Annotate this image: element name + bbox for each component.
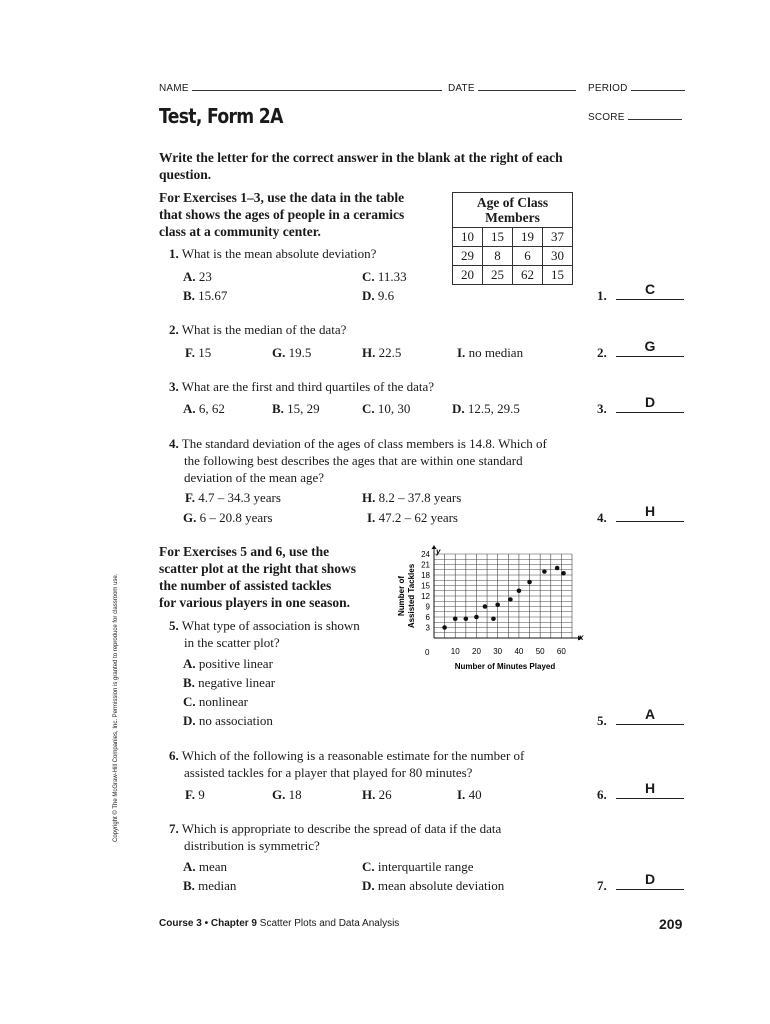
option[interactable] bbox=[272, 401, 320, 417]
footer-topic: Scatter Plots and Data Analysis bbox=[259, 918, 400, 929]
option[interactable] bbox=[362, 345, 401, 361]
x-axis-letter: x bbox=[579, 633, 584, 642]
period-field[interactable] bbox=[631, 81, 685, 91]
option-text: 10, 30 bbox=[377, 401, 411, 416]
answer-text: D bbox=[644, 871, 656, 887]
period-label: PERIOD bbox=[588, 83, 628, 94]
option-text: no median bbox=[468, 345, 524, 360]
answer-text: H bbox=[644, 503, 656, 519]
option-letter: B. bbox=[272, 401, 284, 416]
table-cell: 37 bbox=[543, 228, 573, 247]
intro-line: for various players in one season. bbox=[159, 595, 351, 610]
option[interactable] bbox=[183, 675, 275, 691]
option[interactable] bbox=[362, 490, 461, 506]
y-tick-label: 6 bbox=[425, 613, 430, 622]
question-4 bbox=[169, 435, 589, 486]
question-text: Which of the following is a reasonable estimate for the number of bbox=[181, 748, 525, 763]
option-text: 6, 62 bbox=[198, 401, 225, 416]
option[interactable] bbox=[457, 787, 482, 803]
answer-text: A bbox=[644, 706, 656, 722]
intro-line: the number of assisted tackles bbox=[159, 578, 332, 593]
option[interactable] bbox=[452, 401, 520, 417]
data-point bbox=[474, 615, 479, 620]
option-text: 9 bbox=[198, 787, 205, 802]
option-text: 8.2 – 37.8 years bbox=[378, 490, 462, 505]
option[interactable] bbox=[362, 878, 504, 894]
option-letter: A. bbox=[183, 269, 196, 284]
option-text: 18 bbox=[288, 787, 302, 802]
table-cell: 25 bbox=[483, 266, 513, 285]
option[interactable] bbox=[272, 787, 302, 803]
option-letter: F. bbox=[185, 787, 195, 802]
question-text: the following best describes the ages that are within one standard bbox=[184, 453, 523, 468]
question-6 bbox=[169, 747, 589, 781]
table-cell: 15 bbox=[543, 266, 573, 285]
option-text: 15.67 bbox=[198, 288, 228, 303]
option-letter: B. bbox=[183, 675, 195, 690]
question-text: distribution is symmetric? bbox=[184, 838, 320, 853]
name-field[interactable] bbox=[192, 81, 442, 91]
question-1 bbox=[169, 245, 376, 262]
origin-label: 0 bbox=[425, 648, 430, 657]
age-table-title bbox=[453, 193, 573, 228]
answer-number: 5. bbox=[597, 713, 607, 728]
date-label: DATE bbox=[448, 83, 475, 94]
y-tick-label: 15 bbox=[421, 581, 430, 591]
option[interactable] bbox=[362, 269, 407, 285]
data-point bbox=[527, 580, 532, 585]
data-point bbox=[491, 616, 496, 621]
copyright-notice: Copyright © The McGraw-Hill Companies, Inc. Permission is granted to reproduce for classroom use. bbox=[113, 573, 119, 842]
period-row bbox=[588, 81, 685, 94]
table-cell: 15 bbox=[483, 228, 513, 247]
table-cell: 8 bbox=[483, 247, 513, 266]
option-letter: A. bbox=[183, 401, 196, 416]
option-letter: H. bbox=[362, 345, 376, 360]
option-letter: G. bbox=[272, 345, 286, 360]
option-letter: C. bbox=[362, 269, 375, 284]
data-point bbox=[464, 616, 469, 621]
x-tick-label: 60 bbox=[556, 647, 566, 656]
question-text: What is the median of the data? bbox=[181, 322, 347, 337]
option-text: median bbox=[198, 878, 237, 893]
date-row bbox=[448, 81, 576, 94]
option[interactable] bbox=[457, 345, 523, 361]
data-point bbox=[517, 588, 522, 593]
option[interactable] bbox=[183, 401, 225, 417]
footer-course: Course 3 bbox=[159, 918, 202, 929]
option-text: 11.33 bbox=[377, 269, 407, 284]
answer-number: 7. bbox=[597, 878, 607, 893]
data-point bbox=[542, 569, 547, 574]
question-number: 3. bbox=[169, 379, 179, 394]
table-cell: 20 bbox=[453, 266, 483, 285]
question-7 bbox=[169, 820, 589, 854]
x-tick-label: 30 bbox=[493, 647, 503, 656]
y-axis-label: Number of bbox=[397, 576, 406, 616]
x-tick-label: 50 bbox=[535, 647, 545, 656]
answer-number: 4. bbox=[597, 510, 607, 525]
option[interactable] bbox=[183, 288, 227, 304]
option[interactable] bbox=[185, 345, 211, 361]
footer-chapter: Chapter 9 bbox=[210, 918, 257, 929]
intro-line: For Exercises 1–3, use the data in the table bbox=[159, 190, 405, 205]
table-cell: 30 bbox=[543, 247, 573, 266]
answer-blank[interactable] bbox=[616, 503, 684, 522]
option[interactable] bbox=[362, 787, 392, 803]
option-letter: D. bbox=[452, 401, 465, 416]
option-letter: H. bbox=[362, 787, 376, 802]
option-text: 26 bbox=[378, 787, 392, 802]
answer-blank[interactable] bbox=[616, 706, 684, 725]
y-axis-letter: y bbox=[436, 547, 441, 556]
intro-line: class at a community center. bbox=[159, 224, 321, 239]
option-letter: H. bbox=[362, 490, 376, 505]
question-text: in the scatter plot? bbox=[184, 635, 280, 650]
score-label: SCORE bbox=[588, 112, 625, 123]
option-letter: A. bbox=[183, 859, 196, 874]
question-number: 6. bbox=[169, 748, 179, 763]
option[interactable] bbox=[183, 510, 273, 526]
footer-bullet: • bbox=[204, 918, 209, 929]
y-axis-label: Assisted Tackles bbox=[407, 563, 416, 629]
y-tick-label: 12 bbox=[421, 592, 430, 601]
age-table-title-line: Age of Class bbox=[476, 195, 549, 210]
name-label: NAME bbox=[159, 83, 189, 94]
question-text: assisted tackles for a player that played for 80 minutes? bbox=[184, 765, 473, 780]
option-letter: I. bbox=[457, 345, 466, 360]
x-axis-label: Number of Minutes Played bbox=[454, 662, 556, 671]
answer-blank[interactable] bbox=[616, 394, 684, 413]
option[interactable] bbox=[183, 859, 227, 875]
y-tick-label: 18 bbox=[421, 571, 430, 580]
intro-line: that shows the ages of people in a ceramics bbox=[159, 207, 405, 222]
data-point bbox=[495, 602, 500, 607]
data-points bbox=[442, 566, 565, 630]
y-tick-label: 21 bbox=[421, 560, 430, 570]
option[interactable] bbox=[367, 510, 458, 526]
answer-blank[interactable] bbox=[616, 281, 684, 300]
option-letter: G. bbox=[183, 510, 197, 525]
option-letter: D. bbox=[362, 878, 375, 893]
option[interactable] bbox=[185, 490, 281, 506]
option-letter: I. bbox=[367, 510, 376, 525]
age-table-title-line: Members bbox=[485, 210, 540, 225]
data-point bbox=[483, 604, 488, 609]
instructions: Write the letter for the correct answer in the blank at the right of each question. bbox=[159, 150, 563, 182]
question-text: What are the first and third quartiles of the data? bbox=[181, 379, 435, 394]
question-number: 7. bbox=[169, 821, 179, 836]
option-text: nonlinear bbox=[198, 694, 248, 709]
question-5 bbox=[169, 617, 399, 651]
option-letter: B. bbox=[183, 288, 195, 303]
option-text: 15 bbox=[198, 345, 212, 360]
option-text: positive linear bbox=[198, 656, 273, 671]
data-point bbox=[561, 571, 566, 576]
table-row bbox=[453, 266, 573, 285]
intro-exercises-1-3 bbox=[159, 189, 449, 240]
answer-number: 6. bbox=[597, 787, 607, 802]
score-field[interactable] bbox=[628, 110, 682, 120]
name-row bbox=[159, 81, 442, 94]
table-row bbox=[453, 228, 573, 247]
option-text: 12.5, 29.5 bbox=[467, 401, 520, 416]
question-text: The standard deviation of the ages of class members is 14.8. Which of bbox=[181, 436, 547, 451]
intro-line: For Exercises 5 and 6, use the bbox=[159, 544, 330, 559]
option[interactable] bbox=[183, 878, 236, 894]
option-text: 15, 29 bbox=[287, 401, 320, 416]
option[interactable] bbox=[362, 859, 474, 875]
answer-text: H bbox=[644, 780, 656, 796]
option-text: 19.5 bbox=[288, 345, 312, 360]
answer-blank[interactable] bbox=[616, 780, 684, 799]
question-number: 5. bbox=[169, 618, 179, 633]
option-text: negative linear bbox=[198, 675, 276, 690]
question-number: 4. bbox=[169, 436, 179, 451]
question-2 bbox=[169, 321, 346, 338]
x-tick-labels bbox=[451, 647, 567, 656]
x-tick-label: 10 bbox=[450, 647, 460, 656]
score-row bbox=[588, 110, 682, 123]
answer-number: 3. bbox=[597, 401, 607, 416]
option-text: 47.2 – 62 years bbox=[378, 510, 458, 525]
table-cell: 19 bbox=[513, 228, 543, 247]
option-text: no association bbox=[198, 713, 273, 728]
page-title: Test, Form 2A bbox=[159, 104, 283, 128]
option-letter: I. bbox=[457, 787, 466, 802]
table-cell: 62 bbox=[513, 266, 543, 285]
question-number: 2. bbox=[169, 322, 179, 337]
y-tick-label: 9 bbox=[425, 602, 430, 612]
option-letter: B. bbox=[183, 878, 195, 893]
option-letter: C. bbox=[362, 859, 375, 874]
answer-number: 2. bbox=[597, 345, 607, 360]
option-text: 22.5 bbox=[378, 345, 402, 360]
option[interactable] bbox=[185, 787, 205, 803]
question-number: 1. bbox=[169, 246, 179, 261]
data-point bbox=[555, 566, 560, 571]
question-text: What type of association is shown bbox=[181, 618, 360, 633]
option[interactable] bbox=[272, 345, 311, 361]
option-letter: F. bbox=[185, 490, 195, 505]
option-letter: C. bbox=[183, 694, 196, 709]
date-field[interactable] bbox=[478, 81, 576, 91]
intro-exercises-5-6 bbox=[159, 543, 399, 611]
question-text: Which is appropriate to describe the spread of data if the data bbox=[181, 821, 502, 836]
answer-text: C bbox=[644, 281, 656, 297]
option-text: mean bbox=[198, 859, 228, 874]
option-letter: G. bbox=[272, 787, 286, 802]
table-cell: 29 bbox=[453, 247, 483, 266]
option-text: interquartile range bbox=[377, 859, 474, 874]
x-tick-label: 20 bbox=[472, 647, 481, 656]
table-cell: 6 bbox=[513, 247, 543, 266]
option[interactable] bbox=[362, 288, 394, 304]
option-letter: A. bbox=[183, 656, 196, 671]
chart-grid bbox=[434, 554, 572, 638]
option-text: mean absolute deviation bbox=[377, 878, 505, 893]
age-table bbox=[452, 192, 573, 285]
answer-number: 1. bbox=[597, 288, 607, 303]
y-tick-label: 24 bbox=[421, 550, 430, 559]
option-text: 4.7 – 34.3 years bbox=[198, 490, 281, 505]
y-tick-label: 3 bbox=[425, 623, 430, 633]
question-3 bbox=[169, 378, 434, 395]
option[interactable] bbox=[362, 401, 410, 417]
data-point bbox=[508, 597, 513, 602]
data-point bbox=[442, 625, 447, 630]
answer-text: G bbox=[644, 338, 656, 354]
intro-line: scatter plot at the right that shows bbox=[159, 561, 356, 576]
answer-blank[interactable] bbox=[616, 338, 684, 357]
option[interactable] bbox=[183, 694, 248, 710]
answer-text: D bbox=[644, 394, 656, 410]
table-cell: 10 bbox=[453, 228, 483, 247]
answer-blank[interactable] bbox=[616, 871, 684, 890]
question-text: deviation of the mean age? bbox=[184, 470, 325, 485]
option[interactable] bbox=[183, 269, 212, 285]
data-point bbox=[453, 616, 458, 621]
question-text: What is the mean absolute deviation? bbox=[181, 246, 377, 261]
option-text: 9.6 bbox=[377, 288, 395, 303]
x-tick-label: 40 bbox=[514, 647, 524, 656]
scatter-plot bbox=[392, 540, 592, 675]
option-letter: C. bbox=[362, 401, 375, 416]
option[interactable] bbox=[183, 656, 273, 672]
footer bbox=[159, 918, 399, 929]
option-letter: F. bbox=[185, 345, 195, 360]
option-text: 40 bbox=[468, 787, 482, 802]
page-number: 209 bbox=[659, 916, 683, 932]
y-tick-labels bbox=[421, 550, 430, 633]
table-row bbox=[453, 247, 573, 266]
option-text: 6 – 20.8 years bbox=[199, 510, 273, 525]
option[interactable] bbox=[183, 713, 273, 729]
option-letter: D. bbox=[362, 288, 375, 303]
option-text: 23 bbox=[198, 269, 212, 284]
option-letter: D. bbox=[183, 713, 196, 728]
